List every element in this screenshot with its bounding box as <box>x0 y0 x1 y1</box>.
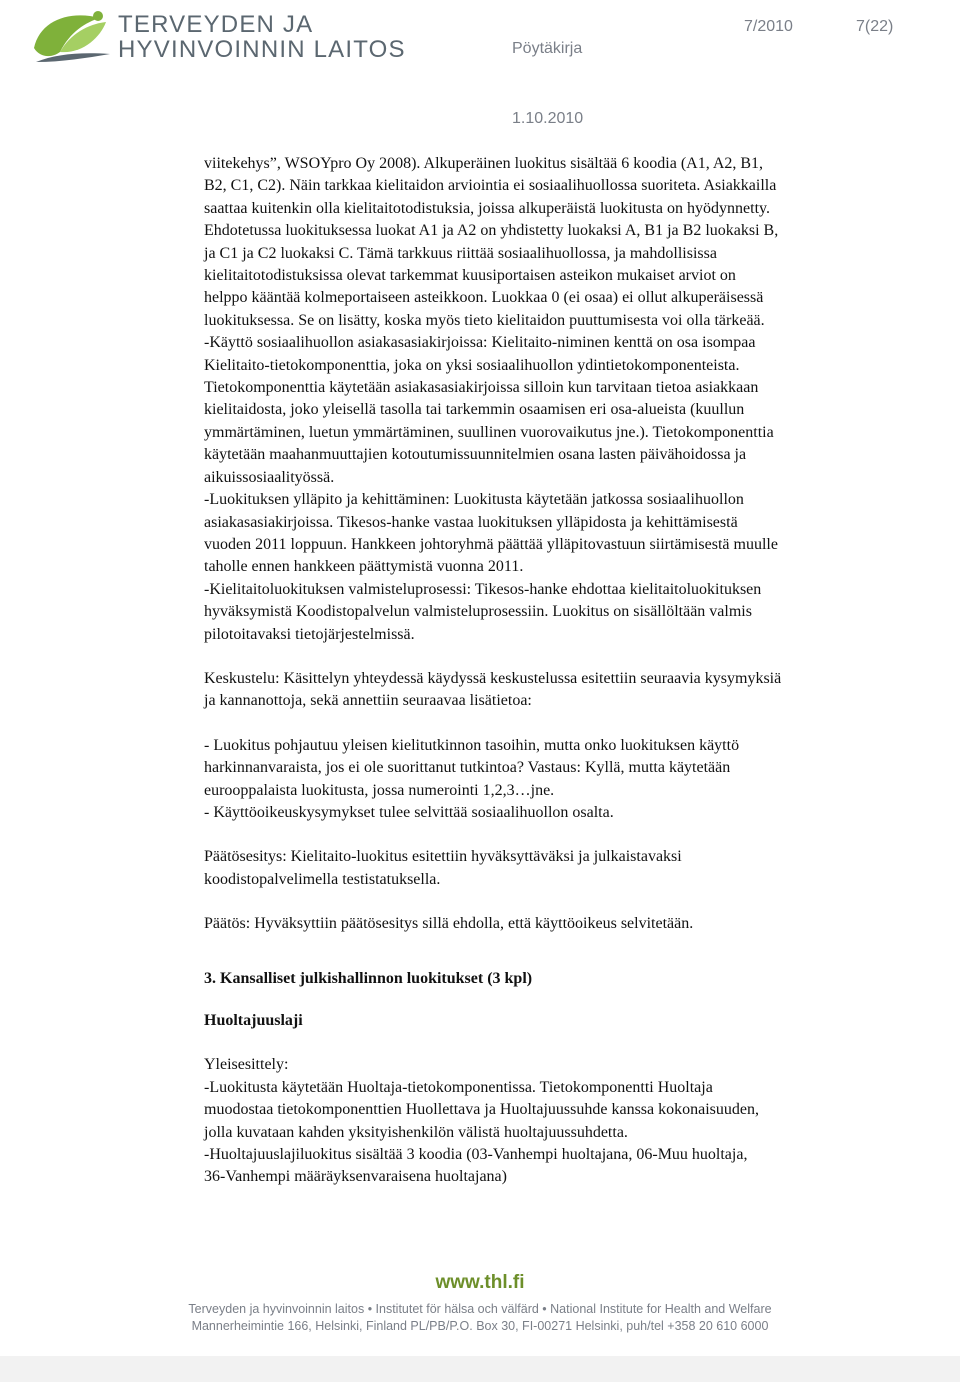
body-line: -Luokituksen ylläpito ja kehittäminen: Luokitusta käytetään jatkossa sosiaalihuollon <box>204 491 744 509</box>
bottom-band <box>0 1356 960 1382</box>
qa-section <box>204 735 914 825</box>
decision-line: Päätös: Hyväksyttiin päätösesitys sillä ehdolla, että käyttöoikeus selvitetään. <box>204 915 694 933</box>
logo-text-line1: TERVEYDEN JA <box>118 11 314 38</box>
page-header <box>0 0 960 140</box>
body-line: -Kielitaitoluokituksen valmisteluprosessi: Tikesos-hanke ehdottaa kielitaitoluokituksen <box>204 580 762 598</box>
body-line: Ehdotetussa luokituksessa luokat A1 ja A2 on yhdistetty luokaksi A, B1 ja B2 luokaksi B, <box>204 222 779 240</box>
logo-wordmark <box>118 12 406 62</box>
body-line: -Käyttö sosiaalihuollon asiakasasiakirjoissa: Kielitaito-niminen kenttä on osa isompaa <box>204 334 756 352</box>
body-line: ja kannanottoja, sekä annettiin seuraavaa lisätietoa: <box>204 692 532 710</box>
body-line: B2, C1, C2). Näin tarkkaa kielitaidon arviointia ei sosiaalihuollossa suoriteta. Asiakkailla <box>204 177 777 195</box>
body-line: ja C1 ja C2 luokaksi C. Tämä tarkkuus riittää sosiaalihuollossa, ja mahdollisissa <box>204 244 717 262</box>
body-line: -Huoltajuuslajiluokitus sisältää 3 koodia (03-Vanhempi huoltajana, 06-Muu huoltaja, <box>204 1146 748 1164</box>
document-number: 7/2010 <box>744 18 793 35</box>
body-line: Tietokomponenttia käytetään asiakasasiakirjoissa silloin kun tarvitaan tietoa asiakkaan <box>204 379 759 397</box>
document-date: 1.10.2010 <box>512 110 584 127</box>
intro-section <box>204 153 914 646</box>
body-line: -Luokitusta käytetään Huoltaja-tietokomponentissa. Tietokomponentti Huoltaja <box>204 1078 713 1096</box>
body-line: luokituksessa. Se on lisätty, koska myös tieto kielitaidon puuttumisesta voi olla tärkeää. <box>204 311 765 329</box>
body-line: kielitaitotodistuksissa olevat tarkemmat kuusiportaisen asteikon mukaiset arviot on <box>204 267 736 285</box>
thl-leaf-logo-icon <box>30 8 116 68</box>
body-line: saattaa kuitenkin olla kielitaitotodistuksia, joissa alkuperäistä luokitusta on hyödynnetty. <box>204 199 770 217</box>
body-line: Kielitaito-tietokomponenttia, joka on yksi sosiaalihuollon ydintietokomponenteista. <box>204 356 740 374</box>
body-line: ymmärtäminen, luetun ymmärtäminen, suullinen vuorovaikutus jne.). Tietokomponenttia <box>204 423 774 441</box>
section-heading: 3. Kansalliset julkishallinnon luokitukset (3 kpl) <box>204 969 533 987</box>
body-line: kielitaidosta, joko yleisellä tasolla tai tarkemmin osaamisen eri osa-alueista (kuullun <box>204 401 745 419</box>
body-line: aikuissosiaalityössä. <box>204 468 335 486</box>
general-section <box>204 1054 914 1188</box>
body-line: muodostaa tietokomponenttien Huollettava ja Huoltajuussuhde kanssa kokonaisuuden, <box>204 1101 760 1119</box>
body-line: hyväksymistä Koodistopalvelun valmisteluprosessiin. Luokitus on sisällöltään valmis <box>204 603 752 621</box>
general-label: Yleisesittely: <box>204 1056 289 1074</box>
proposal-section <box>204 846 914 891</box>
body-line: jolla kuvataan kahden yksityishenkilön välistä huoltajuussuhdetta. <box>204 1123 628 1141</box>
body-line: harkinnanvaraista, jos ei ole suorittanut tutkintoa? Vastaus: Kyllä, mutta käytetään <box>204 759 731 777</box>
body-line: - Luokitus pohjautuu yleisen kielitutkinnon tasoihin, mutta onko luokituksen käyttö <box>204 736 740 754</box>
body-line: pilotoitavaksi tietojärjestelmissä. <box>204 625 415 643</box>
body-line: 36-Vanhempi määräyksenvaraisena huoltajana) <box>204 1168 507 1186</box>
body-line: vuoden 2011 loppuun. Hankkeen johtoryhmä päättää ylläpitovastuun siirtämisestä muulle <box>204 535 778 553</box>
subsection-heading: Huoltajuuslaji <box>204 1012 303 1029</box>
document-body <box>204 153 914 1189</box>
body-line: viitekehys”, WSOYpro Oy 2008). Alkuperäinen luokitus sisältää 6 koodia (A1, A2, B1, <box>204 155 764 172</box>
discussion-section <box>204 668 914 713</box>
body-line: - Käyttöoikeuskysymykset tulee selvittää sosiaalihuollon osalta. <box>204 803 614 821</box>
body-line: Keskustelu: Käsittelyn yhteydessä käydyssä keskustelussa esitettiin seuraavia kysymyksiä <box>204 669 782 687</box>
thl-logo <box>30 8 406 68</box>
body-line: asiakasasiakirjoissa. Tikesos-hanke vastaa luokituksen ylläpidosta ja kehittämisestä <box>204 513 738 531</box>
footer-institutes: Terveyden ja hyvinvoinnin laitos • Institutet för hälsa och välfärd • National Institute for Health and Welfare <box>188 1302 772 1316</box>
body-line: koodistopalvelimella testistatuksella. <box>204 870 441 888</box>
document-type: Pöytäkirja <box>512 40 583 57</box>
body-line: käytetään maahanmuuttajien kotoutumissuunnitelmien osana lasten päivähoidossa ja <box>204 446 747 464</box>
body-line: helppo kääntää kolmeportaiseen asteikkoon. Luokkaa 0 (ei osaa) ei ollut alkuperäisessä <box>204 289 764 307</box>
website-link[interactable]: www.thl.fi <box>435 1272 525 1293</box>
body-line: Päätösesitys: Kielitaito-luokitus esitettiin hyväksyttäväksi ja julkaistavaksi <box>204 848 682 866</box>
page-number: 7(22) <box>856 18 894 35</box>
body-line: eurooppalaista luokitusta, jossa numerointi 1,2,3…jne. <box>204 781 555 799</box>
body-line: taholle ennen hankkeen päättymistä vuonna 2011. <box>204 558 524 576</box>
footer-address: Mannerheimintie 166, Helsinki, Finland PL/PB/P.O. Box 30, FI-00271 Helsinki, puh/tel +358 20 610 6000 <box>191 1319 769 1333</box>
logo-text-line2: HYVINVOINNIN LAITOS <box>118 36 406 63</box>
